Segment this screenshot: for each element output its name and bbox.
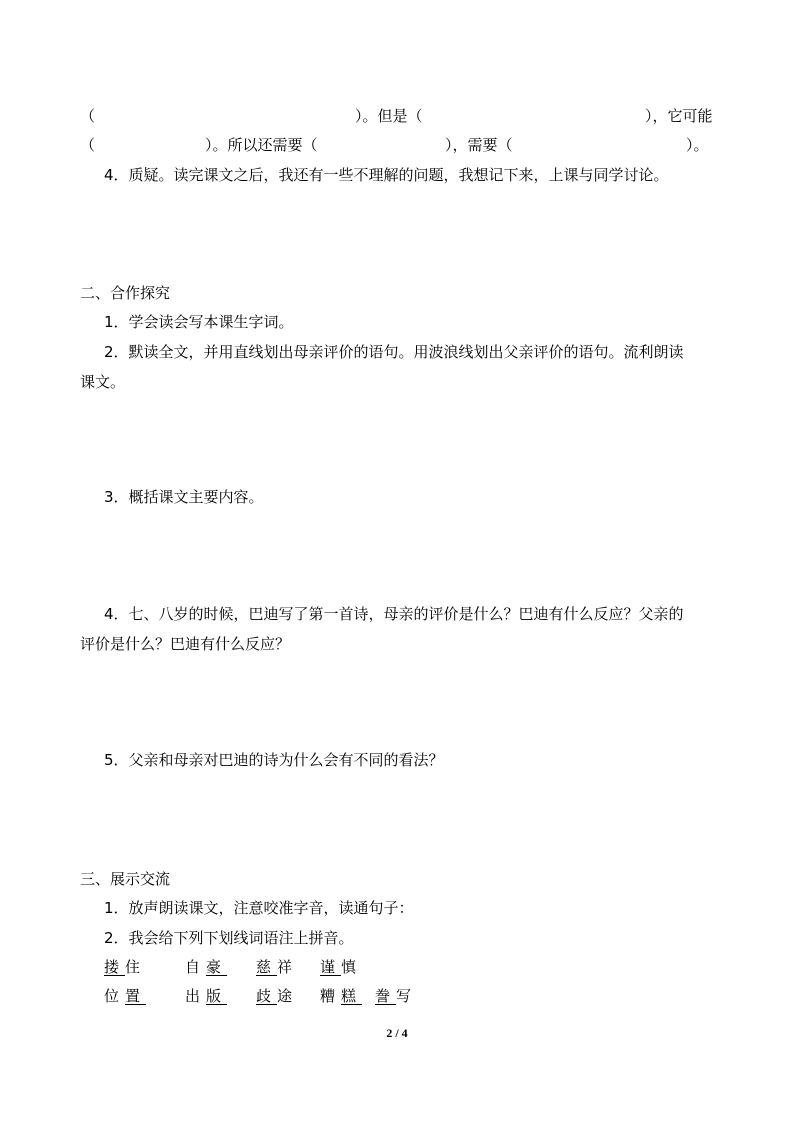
question-item: 2．默读全文，并用直线划出母亲评价的语句。用波浪线划出父亲评价的语句。流利朗读 — [104, 343, 684, 361]
vocab-word: 糟糕 — [320, 987, 363, 1005]
underlined-char: 置 — [125, 987, 147, 1005]
fill-blank-text: ），需要（ — [445, 136, 513, 154]
paren-open: （ — [80, 136, 96, 154]
question-item: 4．七、八岁的时候，巴迪写了第一首诗，母亲的评价是什么？巴迪有什么反应？父亲的 — [104, 605, 684, 623]
vocab-word: 位置 — [104, 987, 147, 1005]
underlined-char: 版 — [206, 987, 228, 1005]
question-item: 1．学会读会写本课生字词。 — [104, 313, 294, 331]
section-heading: 三、展示交流 — [80, 870, 171, 888]
underlined-char: 搂 — [104, 958, 126, 976]
fill-blank-text: ）。所以还需要（ — [205, 136, 318, 154]
vocab-word: 誊写 — [375, 987, 418, 1005]
question-item-continued: 课文。 — [80, 373, 126, 391]
question-item: 1．放声朗读课文，注意咬准字音，读通句子： — [104, 899, 414, 917]
fill-blank-text: ），它可能 — [645, 107, 713, 125]
question-item: 4．质疑。读完课文之后，我还有一些不理解的问题，我想记下来，上课与同学讨论。 — [104, 166, 669, 184]
fill-blank-text: ）。 — [686, 136, 709, 154]
question-item-continued: 评价是什么？巴迪有什么反应？ — [80, 635, 291, 653]
page-number: 2 / 4 — [386, 1026, 408, 1040]
underlined-char: 歧 — [256, 987, 278, 1005]
fill-blank-text: ）。但是（ — [355, 107, 423, 125]
underlined-char: 慈 — [256, 958, 278, 976]
question-item: 2．我会给下列下划线词语注上拼音。 — [104, 929, 354, 947]
underlined-char: 糕 — [341, 987, 363, 1005]
paren-open: （ — [80, 107, 96, 125]
section-heading: 二、合作探究 — [80, 284, 171, 302]
vocab-word: 出版 — [185, 987, 228, 1005]
question-item: 5．父亲和母亲对巴迪的诗为什么会有不同的看法？ — [104, 751, 444, 769]
underlined-char: 豪 — [206, 958, 228, 976]
vocab-word: 慈祥 — [256, 958, 299, 976]
underlined-char: 谨 — [320, 958, 342, 976]
vocab-word: 歧途 — [256, 987, 299, 1005]
underlined-char: 誊 — [375, 987, 397, 1005]
vocab-word: 搂住 — [104, 958, 147, 976]
vocab-word: 谨慎 — [320, 958, 363, 976]
vocab-word: 自豪 — [185, 958, 228, 976]
question-item: 3．概括课文主要内容。 — [104, 488, 264, 506]
